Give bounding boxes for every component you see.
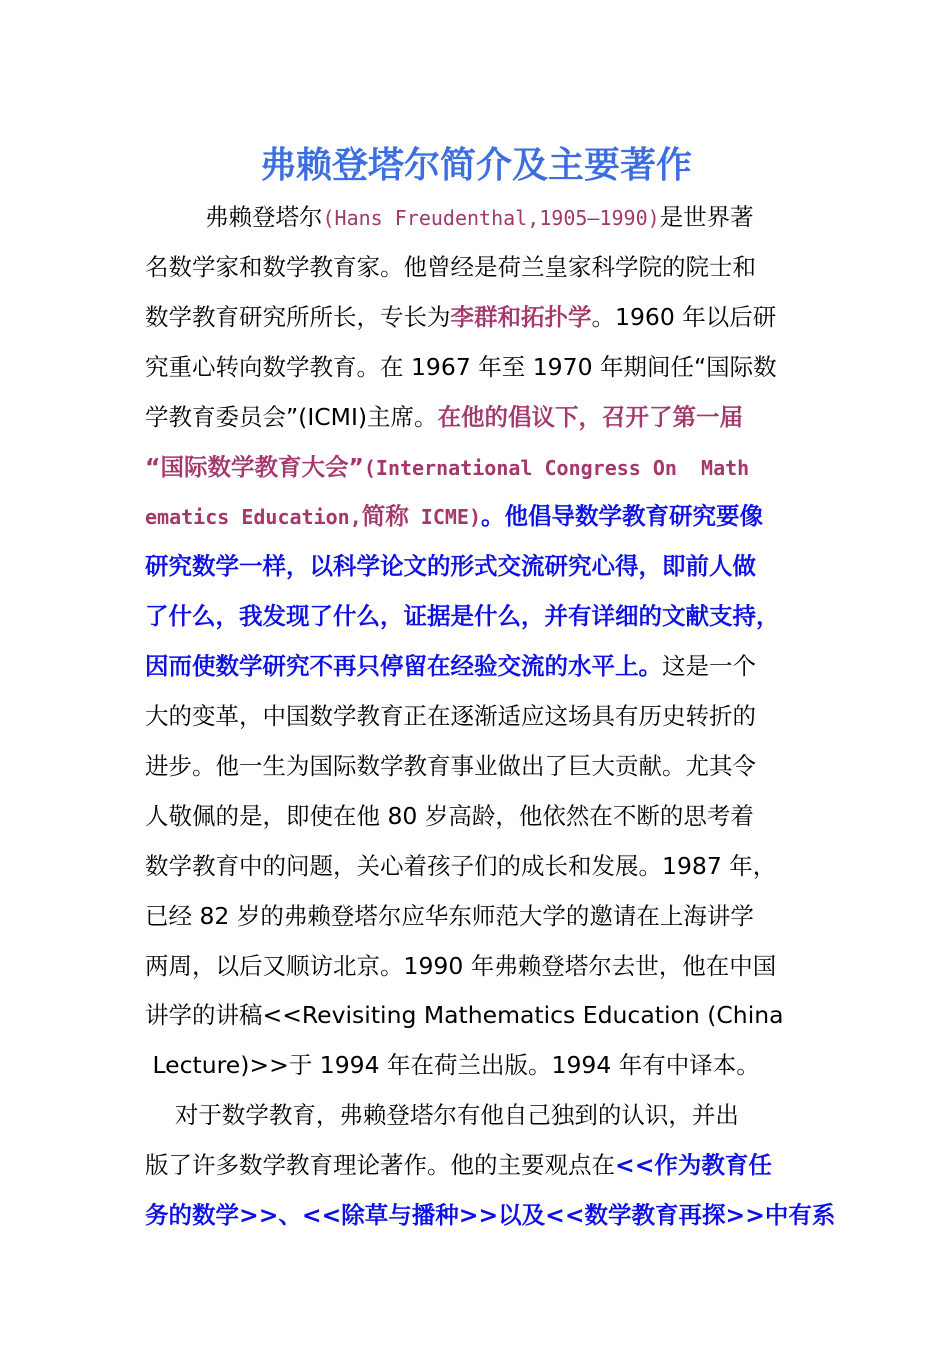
body-line	[145, 741, 756, 791]
text-run: 名数学家和数学教育家。他曾经是荷兰皇家科学院的院士和	[145, 252, 756, 281]
text-run: 因而使数学研究不再只停留在经验交流的水平上。	[145, 652, 662, 681]
text-run: 研究数学一样，以科学论文的形式交流研究心得，即前人做	[145, 552, 756, 581]
text-run: 李群和拓扑学	[450, 302, 592, 331]
text-run: 数学教育中的问题，关心着孩子们的成长和发展。1987 年，	[145, 851, 777, 880]
body-line	[145, 841, 776, 891]
text-run: ICME)	[408, 505, 481, 530]
text-run: 数学教育研究所所长，专长为	[145, 302, 451, 331]
body-line	[145, 1040, 760, 1090]
text-run: 大的变革，中国数学教育正在逐渐适应这场具有历史转折的	[145, 702, 756, 730]
text-run: 学教育委员会”(ICMI)主席。	[145, 402, 438, 431]
body-line	[145, 1140, 772, 1190]
text-run: 是世界著	[659, 203, 754, 231]
body-line	[145, 292, 776, 342]
text-run: 在他的倡议下，召开了第一届	[437, 402, 744, 431]
text-run: 人敬佩的是，即使在他 80 岁高龄，他依然在不断的思考着	[145, 801, 754, 830]
text-run: 对于数学教育，弗赖登塔尔有他自己独到的认识，并出	[145, 1101, 739, 1130]
body-line	[145, 891, 754, 941]
document-title: 弗赖登塔尔简介及主要著作	[259, 145, 692, 186]
body-line	[145, 1190, 835, 1240]
body-line	[145, 491, 763, 541]
body-line	[205, 192, 754, 242]
text-run: 版了许多数学教育理论著作。他的主要观点在	[145, 1151, 615, 1180]
text-run: Lecture)>>于 1994 年在荷兰出版。1994 年有中译本。	[145, 1051, 760, 1080]
body-line	[145, 990, 784, 1040]
text-run: (International Congress On Math	[363, 455, 750, 480]
body-line	[145, 591, 780, 641]
text-run: 。1960 年以后研	[591, 302, 777, 331]
text-run: 讲学的讲稿<<Revisiting Mathematics Education (China	[145, 1001, 784, 1030]
body-line	[145, 442, 749, 492]
body-line	[145, 1090, 739, 1140]
text-run: 两周，以后又顺访北京。1990 年弗赖登塔尔去世，他在中国	[145, 951, 777, 980]
text-run: 。他倡导数学教育研究要像	[481, 502, 763, 531]
text-run: 务的数学>>、<<除草与播种>>以及<<数学教育再探>>中有系	[145, 1201, 836, 1229]
body-line	[145, 941, 776, 991]
text-run: ematics Education,	[145, 505, 362, 530]
body-line	[145, 392, 743, 442]
text-run: 弗赖登塔尔	[205, 203, 323, 231]
text-run: 简称	[361, 502, 409, 531]
text-run: 了什么，我发现了什么，证据是什么，并有详细的文献支持，	[145, 602, 780, 631]
text-run: “国际数学教育大会”	[145, 452, 364, 481]
text-run: 进步。他一生为国际数学教育事业做出了巨大贡献。尤其令	[145, 751, 756, 780]
body-line	[145, 342, 777, 392]
body-line	[145, 791, 754, 841]
body-line	[145, 641, 756, 691]
text-run: 已经 82 岁的弗赖登塔尔应华东师范大学的邀请在上海讲学	[145, 901, 754, 930]
body-line	[145, 691, 756, 741]
text-run: (Hans Freudenthal,1905—1990)	[322, 206, 660, 230]
text-run: 究重心转向数学教育。在 1967 年至 1970 年期间任“国际数	[145, 352, 777, 381]
body-line	[145, 541, 756, 591]
text-run: <<作为教育任	[615, 1151, 772, 1180]
body-line	[145, 242, 756, 292]
text-run: 这是一个	[662, 652, 756, 681]
